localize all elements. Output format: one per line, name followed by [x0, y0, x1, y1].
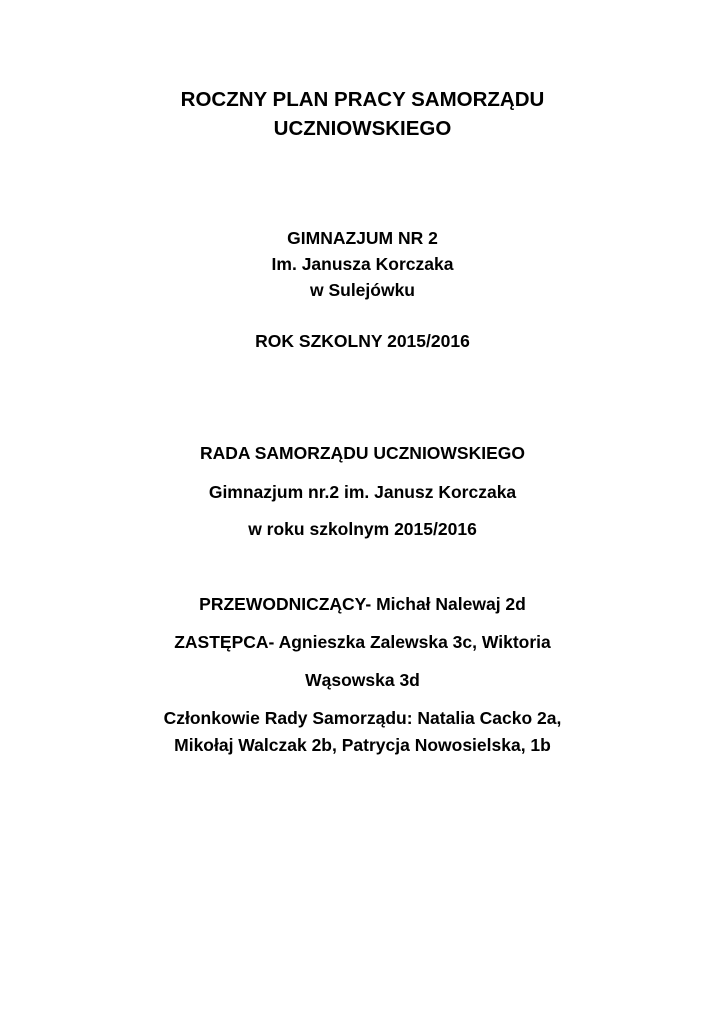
- deputy-line-2: Wąsowska 3d: [305, 670, 420, 690]
- chairperson: PRZEWODNICZĄCY- Michał Nalewaj 2d: [199, 594, 526, 614]
- council-year: w roku szkolnym 2015/2016: [248, 519, 477, 539]
- school-year: ROK SZKOLNY 2015/2016: [255, 331, 470, 351]
- school-location: w Sulejówku: [309, 280, 416, 300]
- council-members-line-2: Mikołaj Walczak 2b, Patrycja Nowosielska, 1b: [174, 735, 551, 755]
- document-title-line-2: UCZNIOWSKIEGO: [273, 117, 452, 140]
- school-name: GIMNAZJUM NR 2: [287, 228, 438, 248]
- council-heading: RADA SAMORZĄDU UCZNIOWSKIEGO: [199, 443, 526, 463]
- council-members-line-1: Członkowie Rady Samorządu: Natalia Cacko 2a,: [163, 708, 562, 728]
- council-school: Gimnazjum nr.2 im. Janusz Korczaka: [208, 482, 517, 502]
- school-patron: Im. Janusza Korczaka: [271, 254, 454, 274]
- document-title-line-1: ROCZNY PLAN PRACY SAMORZĄDU: [180, 88, 545, 111]
- deputy-line-1: ZASTĘPCA- Agnieszka Zalewska 3c, Wiktoria: [174, 632, 551, 652]
